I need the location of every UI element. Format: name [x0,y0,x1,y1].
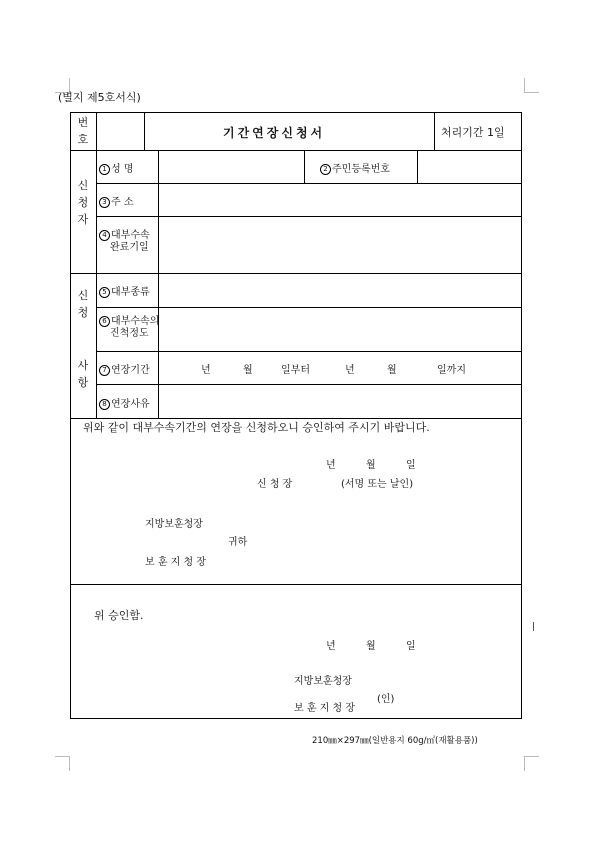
approval-text: 위 승인함. [94,609,144,622]
request-section-label-a: 신 청 [77,289,89,319]
row-divider [96,384,521,385]
statement-date-month: 월 [366,460,376,471]
col-divider [417,150,418,183]
row-divider [71,150,521,151]
applicant-section-label: 신청자 [77,179,89,226]
num-circle: 4 [99,230,110,241]
col-divider [158,150,159,418]
extension-period-label: 7 연장기간 [99,361,150,376]
form-title: 기간연장신청서 [223,126,326,140]
sign-note: (서명 또는 날인) [341,479,414,490]
number-label: 번호 [77,116,89,146]
num-circle: 5 [99,287,110,298]
row-divider [96,351,521,352]
statement-text: 위와 같이 대부수속기간의 연장을 신청하오니 승인하여 주시기 바랍니다. [83,421,430,434]
margin-mark [533,622,534,631]
period-year1: 년 [201,365,211,376]
row-divider [71,273,521,274]
processing-period: 처리기간 1일 [441,126,505,139]
col-divider [304,150,305,183]
col-divider [434,113,435,150]
loan-end-date-label: 4 대부수속 완료기일 [99,230,150,254]
crop-mark-top-right [524,78,539,93]
approval-date-month: 월 [366,641,376,652]
row-divider [96,216,521,217]
resident-no-label: 2 주민등록번호 [320,160,390,175]
col-divider [96,113,97,418]
reason-label: 8 연장사유 [99,395,150,410]
recipient-branch-office: 보 훈 지 청 장 [145,557,207,568]
progress-label: 6 대부수속의 진척정도 [99,316,159,340]
col-divider [144,113,145,150]
num-circle: 1 [99,164,110,175]
crop-mark-bottom-left [55,756,70,771]
approval-seal: (인) [377,694,395,705]
row-divider [96,183,521,184]
statement-date-year: 년 [326,460,336,471]
num-circle: 2 [320,164,331,175]
request-section-label-b: 사 항 [77,359,89,389]
approval-branch-office: 보 훈 지 청 장 [294,703,356,714]
period-from: 일부터 [281,365,310,376]
name-label: 1 성 명 [99,160,134,175]
approval-regional-office: 지방보훈청장 [294,676,352,687]
application-form [70,112,522,719]
row-divider [96,307,521,308]
num-circle: 6 [99,316,110,327]
period-month1: 월 [243,365,253,376]
period-year2: 년 [345,365,355,376]
period-until: 일까지 [437,365,466,376]
statement-date-day: 일 [406,460,416,471]
paper-spec-footer: 210㎜×297㎜(일반용지 60g/㎡(재활용품)) [312,736,478,746]
approval-date-day: 일 [406,641,416,652]
period-month2: 월 [387,365,397,376]
num-circle: 3 [99,197,110,208]
address-label: 3 주 소 [99,193,134,208]
recipient-regional-office: 지방보훈청장 [145,519,203,530]
row-divider [71,584,521,585]
form-label: (별지 제5호서식) [58,91,141,104]
loan-type-label: 5 대부종류 [99,283,150,298]
approval-date-year: 년 [326,641,336,652]
num-circle: 7 [99,365,110,376]
recipient-courtesy: 귀하 [228,537,248,548]
applicant-line: 신 청 장 [257,479,293,490]
crop-mark-bottom-right [524,756,539,771]
num-circle: 8 [99,399,110,410]
